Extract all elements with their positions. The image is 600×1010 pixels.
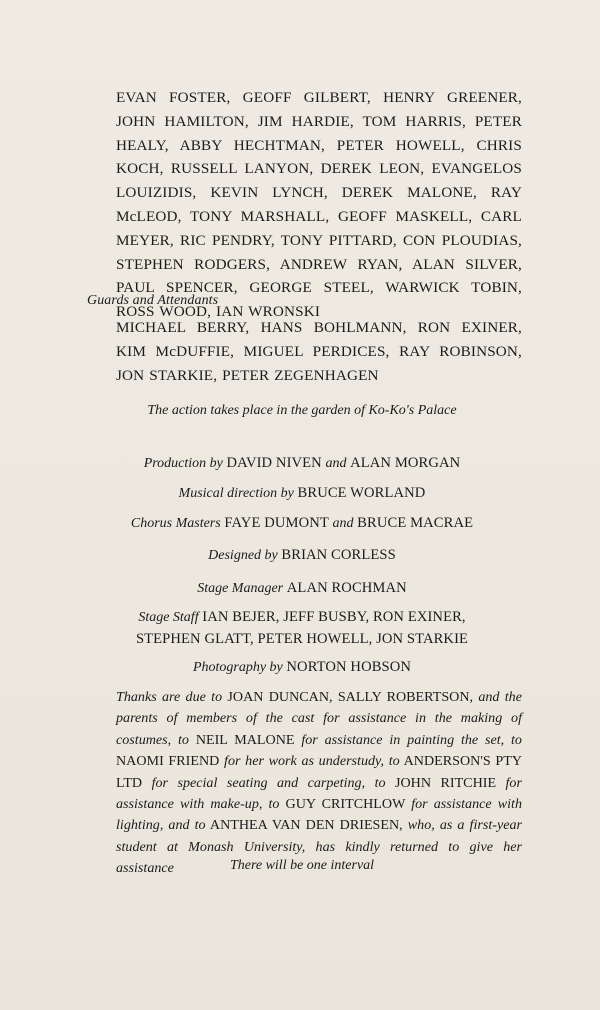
thanks-name-3: NAOMI FRIEND (116, 753, 220, 770)
thanks-text-7: for assistance with lighting, and to (116, 796, 523, 834)
production-name-1: DAVID NIVEN (226, 455, 322, 471)
musical-label: Musical direction by (178, 486, 294, 501)
chorus-masters-credit (60, 513, 544, 535)
stage-staff-line-2: STEPHEN GLATT, PETER HOWELL, JON STARKIE (135, 630, 469, 647)
musical-direction-credit (60, 483, 544, 505)
thanks-text-8: who, as a first-year student at Monash University, has kindly returned to give her assistance (116, 817, 522, 877)
stage-staff-credit (60, 607, 544, 650)
thanks-text-4: for her work as understudy, to (224, 753, 400, 770)
thanks-text-2: and the parents of members of the cast for assistance in the making of costumes, to (116, 689, 522, 748)
interval-note: There will be one interval (229, 858, 375, 873)
designed-label: Designed by (208, 548, 278, 563)
acknowledgements-paragraph (116, 687, 522, 880)
chorus-name-1: FAYE DUMONT (224, 515, 329, 531)
musical-name: BRUCE WORLAND (297, 485, 426, 501)
thanks-name-4: ANDERSON'S PTY LTD (116, 753, 523, 791)
chorus-label: Chorus Masters (130, 516, 221, 531)
stage-staff-line-1: IAN BEJER, JEFF BUSBY, RON EXINER, (202, 609, 466, 625)
guards-cast-list: MICHAEL BERRY, HANS BOHLMANN, RON EXINER, KIM McDUFFIE, MIGUEL PERDICES, RAY ROBINSON, JON STARKIE, PETER ZEGENHAGEN (116, 319, 522, 384)
photography-label: Photography by (192, 660, 283, 675)
chorus-and: and (332, 516, 354, 531)
production-credit (60, 453, 544, 475)
thanks-name-1: JOAN DUNCAN, SALLY ROBERTSON, (227, 689, 474, 705)
designed-credit (60, 545, 544, 567)
chorus-cast-list: EVAN FOSTER, GEOFF GILBERT, HENRY GREENER, JOHN HAMILTON, JIM HARDIE, TOM HARRIS, PETER HEALY, ABBY HECHTMAN, PETER HOWELL, CHRIS KOCH, RUSSELL LANYON, DEREK LEON, EVANGELOS LOUIZIDIS, KEVIN LYNCH, DEREK MALONE, RAY McLEOD, TONY MARSHALL, GEOFF MASKELL, CARL MEYER, RIC PENDRY, TONY PITTARD, CON PLOUDIAS, STEPHEN RODGERS, ANDREW RYAN, ALAN SILVER, PAUL SPENCER, GEORGE STEEL, WARWICK TOBIN, ROSS WOOD, IAN WRONSKI (116, 89, 522, 321)
thanks-text-5: for special seating and carpeting, to (151, 774, 386, 791)
photography-credit (60, 657, 544, 679)
thanks-text-1: Thanks are due to (116, 689, 223, 705)
production-name-2: ALAN MORGAN (350, 455, 461, 471)
guards-heading: Guards and Attendants (87, 293, 219, 308)
production-label: Production by (143, 456, 223, 471)
thanks-name-2: NEIL MALONE (195, 731, 295, 748)
setting-note (60, 400, 544, 422)
production-and: and (325, 456, 347, 471)
stage-staff-label: Stage Staff (138, 610, 199, 625)
stage-manager-label: Stage Manager (197, 581, 284, 596)
chorus-name-2: BRUCE MACRAE (357, 515, 474, 531)
thanks-name-7: ANTHEA VAN DEN DRIESEN, (209, 817, 403, 834)
thanks-name-6: GUY CRITCHLOW (285, 796, 406, 813)
stage-manager-name: ALAN ROCHMAN (286, 580, 407, 596)
setting-text: The action takes place in the garden of Ko-Ko's Palace (147, 403, 457, 418)
thanks-text-3: for assistance in painting the set, to (301, 731, 522, 748)
stage-manager-credit (60, 578, 544, 600)
thanks-name-5: JOHN RITCHIE (395, 774, 497, 791)
thanks-text-6: for assistance with make-up, to (116, 774, 522, 813)
designed-name: BRIAN CORLESS (281, 547, 396, 563)
photography-name: NORTON HOBSON (286, 659, 412, 675)
